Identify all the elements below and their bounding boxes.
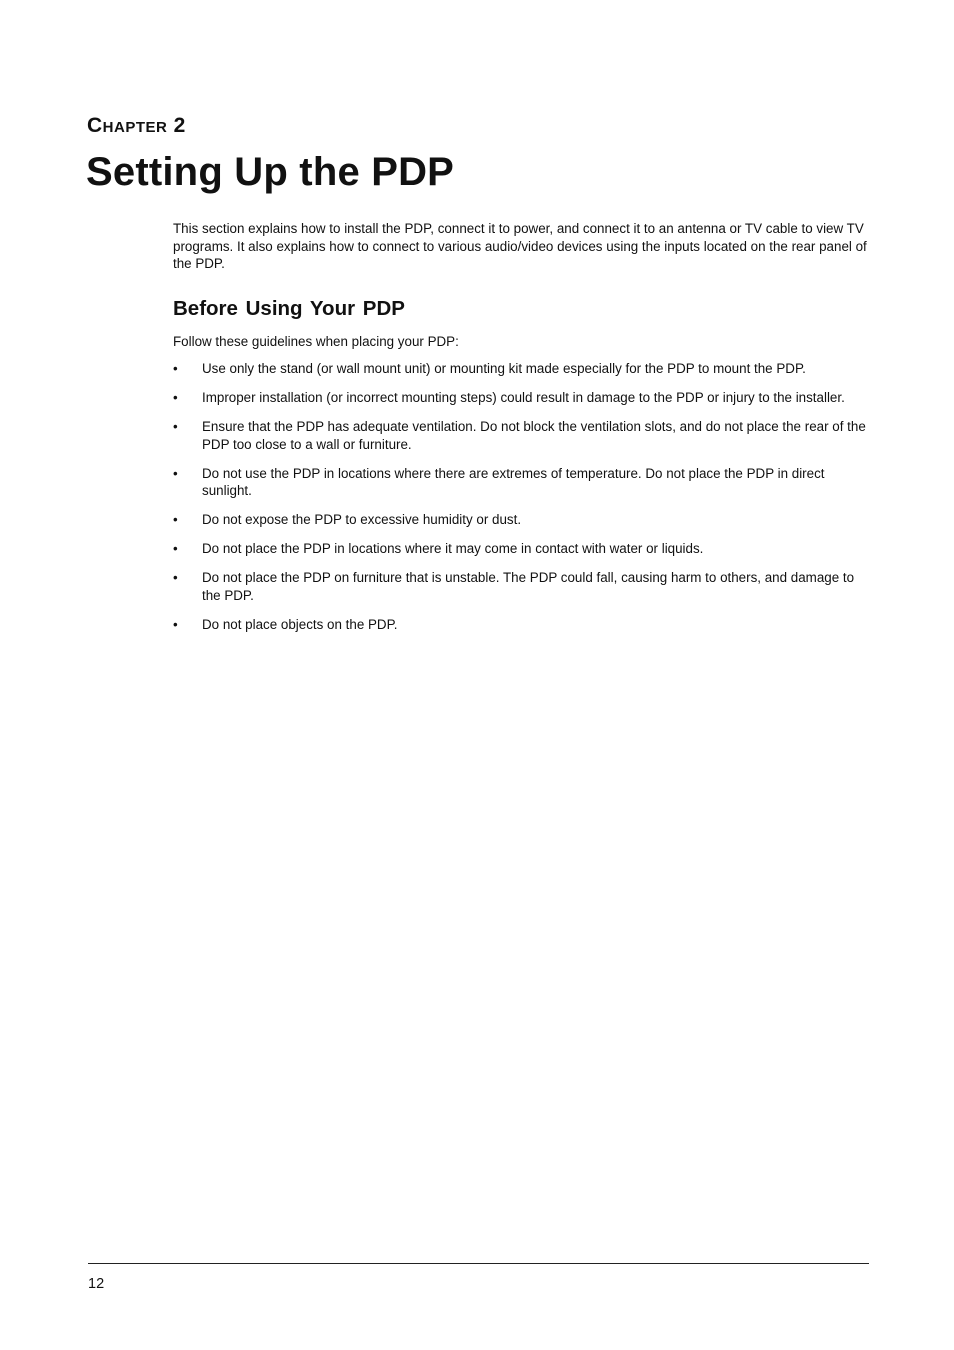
guideline-text: Ensure that the PDP has adequate ventilation. Do not block the ventilation slots, and do not place the rear of the PDP too close to a wall or furniture.: [202, 419, 866, 452]
guideline-item: [173, 389, 867, 407]
guideline-text: Improper installation (or incorrect mounting steps) could result in damage to the PDP or injury to the installer.: [202, 390, 845, 405]
guideline-item: [173, 418, 867, 453]
bullet-icon: •: [173, 390, 178, 405]
chapter-title: Setting Up the PDP: [86, 150, 455, 194]
bullet-icon: •: [173, 465, 178, 481]
bullet-icon: •: [173, 541, 178, 556]
guideline-item: [173, 540, 867, 558]
footer-divider: [88, 1263, 869, 1264]
bullet-icon: •: [173, 570, 178, 585]
guideline-item: [173, 465, 867, 500]
guideline-item: [173, 511, 867, 529]
bullet-icon: •: [173, 419, 178, 434]
bullet-icon: •: [173, 512, 178, 527]
bullet-icon: •: [173, 616, 178, 632]
guideline-item: [173, 569, 867, 604]
bullet-icon: •: [173, 361, 178, 376]
page-number: 12: [88, 1276, 105, 1292]
guidelines-list: [173, 360, 867, 633]
guidelines-lead: Follow these guidelines when placing your PDP:: [173, 333, 459, 349]
chapter-label: Chapter 2: [87, 114, 186, 137]
guideline-text: Do not place objects on the PDP.: [202, 616, 398, 632]
guideline-text: Use only the stand (or wall mount unit) or mounting kit made especially for the PDP to mount the PDP.: [202, 361, 806, 376]
guideline-item: [173, 616, 867, 634]
guideline-text: Do not expose the PDP to excessive humidity or dust.: [202, 512, 522, 527]
guideline-text: Do not use the PDP in locations where there are extremes of temperature. Do not place the PDP in direct sunlight.: [202, 465, 825, 498]
guideline-text: Do not place the PDP in locations where it may come in contact with water or liquids.: [202, 541, 704, 556]
page-content: [173, 220, 867, 645]
guideline-item: [173, 360, 867, 378]
guideline-text: Do not place the PDP on furniture that is unstable. The PDP could fall, causing harm to others, and damage to the PDP.: [202, 570, 855, 603]
intro-paragraph: This section explains how to install the PDP, connect it to power, and connect it to an antenna or TV cable to view TV programs. It also explains how to connect to various audio/video devices using the inputs located on the rear panel of the PDP.: [173, 221, 867, 271]
section-heading: Before Using Your PDP: [173, 296, 405, 320]
